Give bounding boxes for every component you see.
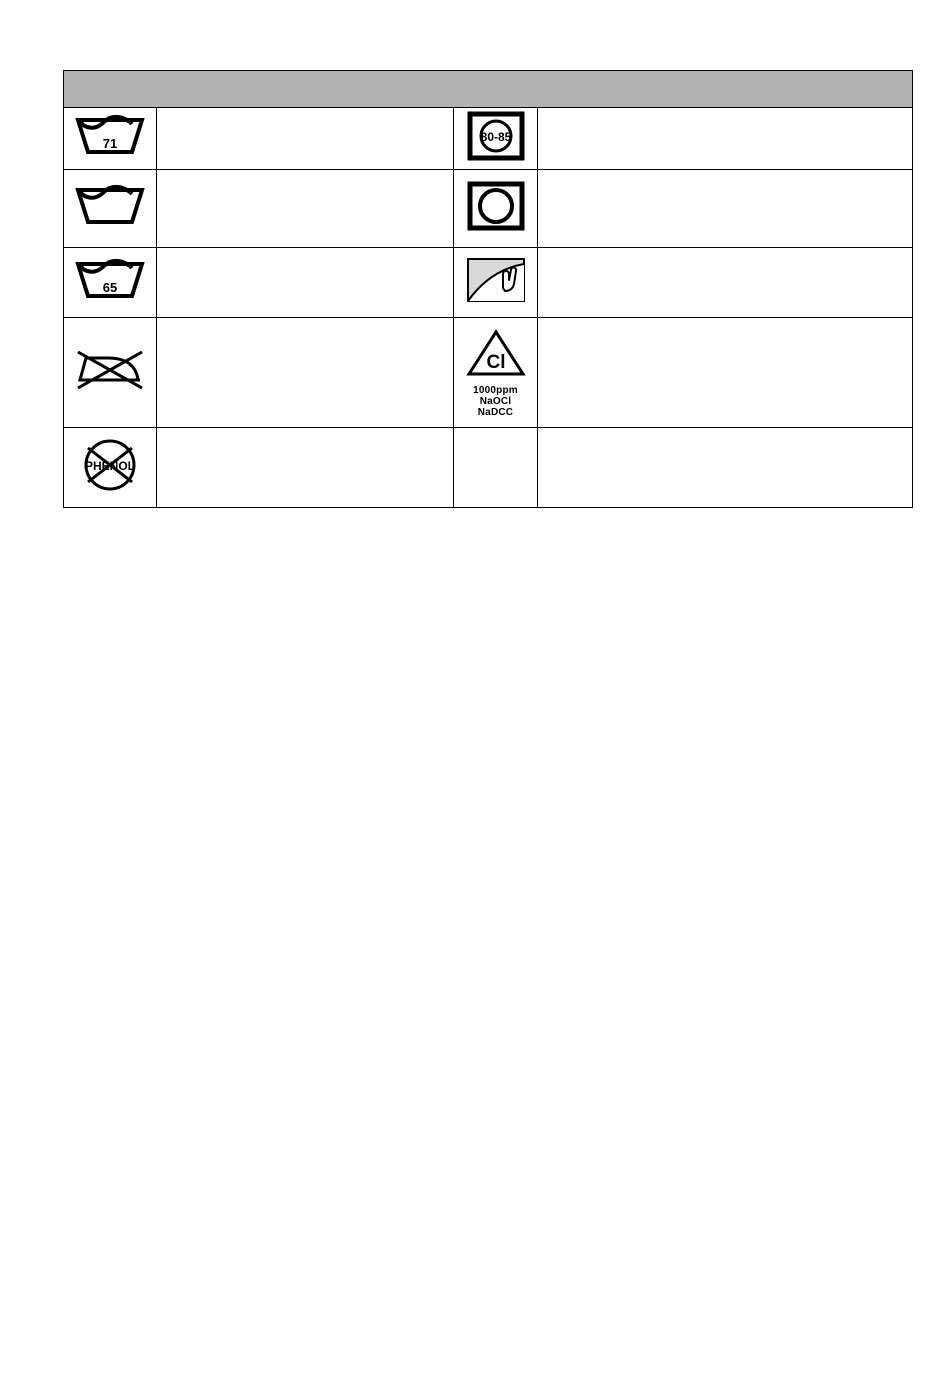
row1-left-description	[157, 108, 454, 170]
tumble-dry-icon	[467, 181, 525, 231]
wash-tub-icon	[74, 184, 146, 228]
row5-right-symbol-cell	[454, 428, 537, 508]
table-row	[64, 428, 913, 508]
wipe-clean-hand-icon	[467, 258, 525, 302]
tumble-dry-80-85-icon	[467, 111, 525, 161]
bleach-naocl-label: NaOCl	[479, 395, 512, 407]
svg-text:Cl: Cl	[486, 351, 505, 373]
table-row	[64, 318, 913, 428]
wipe-clean-hand-cell	[454, 248, 537, 318]
bleach-nadcc-label: NaDCC	[477, 406, 514, 418]
row5-right-description	[537, 428, 912, 508]
wash-tub-65-icon	[74, 258, 146, 302]
svg-text:65: 65	[102, 280, 118, 295]
row1-right-description	[537, 108, 912, 170]
table-header-row	[64, 71, 913, 108]
no-phenol-cell	[64, 428, 157, 508]
wash-tub-71-icon	[74, 114, 146, 158]
tumble-dry-80-85-cell	[454, 108, 537, 170]
row4-right-description	[537, 318, 912, 428]
row2-left-description	[157, 170, 454, 248]
table-row	[64, 170, 913, 248]
row4-left-description	[157, 318, 454, 428]
wash-tub-cell	[64, 170, 157, 248]
row2-right-description	[537, 170, 912, 248]
wash-tub-65-cell	[64, 248, 157, 318]
svg-text:PHENOL: PHENOL	[85, 459, 136, 473]
no-phenol-icon	[72, 438, 148, 492]
chlorine-bleach-cell	[454, 318, 537, 428]
care-symbols-table	[63, 70, 913, 508]
table-header-cell	[64, 71, 913, 108]
do-not-iron-icon	[72, 346, 148, 394]
row3-right-description	[537, 248, 912, 318]
svg-text:80-85: 80-85	[480, 130, 511, 144]
table-row	[64, 248, 913, 318]
table-row	[64, 108, 913, 170]
bleach-ppm-label: 1000ppm	[473, 384, 518, 396]
tumble-dry-cell	[454, 170, 537, 248]
do-not-iron-cell	[64, 318, 157, 428]
svg-text:71: 71	[102, 136, 118, 151]
chlorine-bleach-label	[454, 385, 536, 418]
chlorine-bleach-icon	[465, 328, 527, 378]
wash-tub-71-cell	[64, 108, 157, 170]
row5-left-description	[157, 428, 454, 508]
row3-left-description	[157, 248, 454, 318]
